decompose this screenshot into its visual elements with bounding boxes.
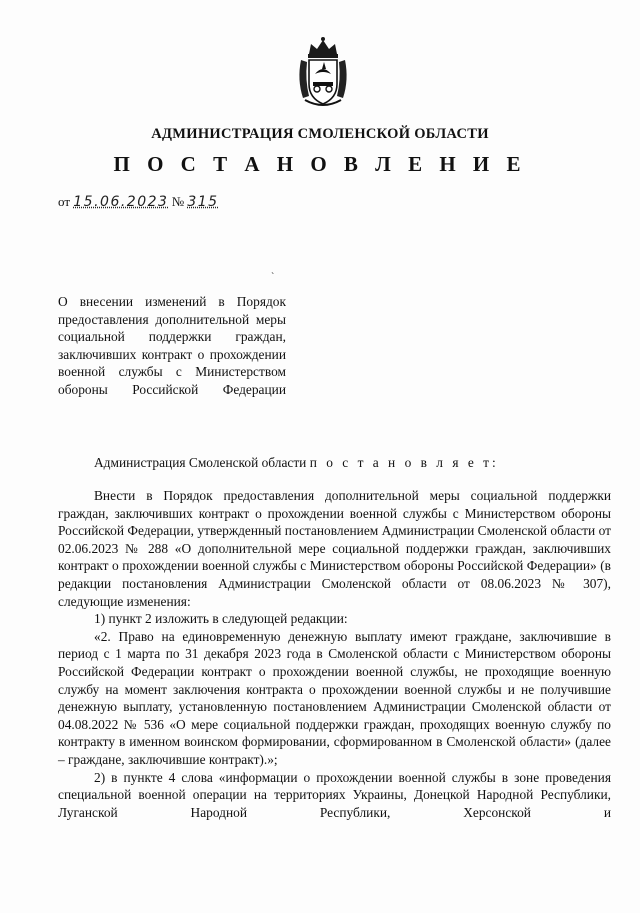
date-from-label: от xyxy=(58,194,71,209)
document-date: 15.06.2023 xyxy=(73,194,169,210)
date-number-line xyxy=(58,194,219,210)
stray-mark: ` xyxy=(271,272,275,283)
coat-of-arms-emblem xyxy=(295,36,351,108)
document-subject: О внесении изменений в Порядок предоставления дополнительной меры социальной поддержки граждан, заключивших контракт о прохождении военной службы с Министерством обороны Российской Федерации xyxy=(58,294,286,397)
number-label: № xyxy=(171,194,185,209)
organization-title: АДМИНИСТРАЦИЯ СМОЛЕНСКОЙ ОБЛАСТИ xyxy=(151,126,489,142)
preamble-text: Администрация Смоленской области xyxy=(94,455,307,470)
body-paragraph: 1) пункт 2 изложить в следующей редакции: xyxy=(94,611,348,627)
body-paragraph: Внести в Порядок предоставления дополнительной меры социальной поддержки граждан, заключивших контракт о прохождении военной службы с Министерством обороны Российской Федерации, утвержденный постановлением Администрации Смоленской области от 02.06.2023 № 288 «О дополнительной мере социальной поддержки граждан, заключивших контракт о прохождении военной службы с Министерством обороны Российской Федерации» (в редакции постановления Администрации Смоленской области от 08.06.2023 № 307), следующие изменения: xyxy=(58,488,611,609)
document-number: 315 xyxy=(187,194,219,210)
body-paragraph: 2) в пункте 4 слова «информации о прохождении военной службы в зоне проведения специальной военной операции на территориях Украины, Донецкой Народной Республики, Луганской Народной Республики, Херсонской и xyxy=(58,769,611,820)
preamble xyxy=(94,455,499,471)
document-type-heading: П О С Т А Н О В Л Е Н И Е xyxy=(113,152,527,176)
document-body xyxy=(58,487,611,821)
body-paragraph: «2. Право на единовременную денежную выплату имеют граждане, заключившие в период с 1 марта по 31 декабря 2023 года в Смоленской области с Министерством обороны Российской Федерации контракт о прохождении военной службы, не проходящие военную службу на момент заключения контракта о прохождении военной службы и не получившие денежную выплату, установленную постановлением Администрации Смоленской области от 04.08.2022 № 536 «О мере социальной поддержки граждан, проходящих военную службу по контракту в именном воинском формировании, сформированном в Смоленской области» (далее – граждане, заключившие контракт).»; xyxy=(58,628,611,767)
preamble-verb: п о с т а н о в л я е т: xyxy=(309,455,499,470)
